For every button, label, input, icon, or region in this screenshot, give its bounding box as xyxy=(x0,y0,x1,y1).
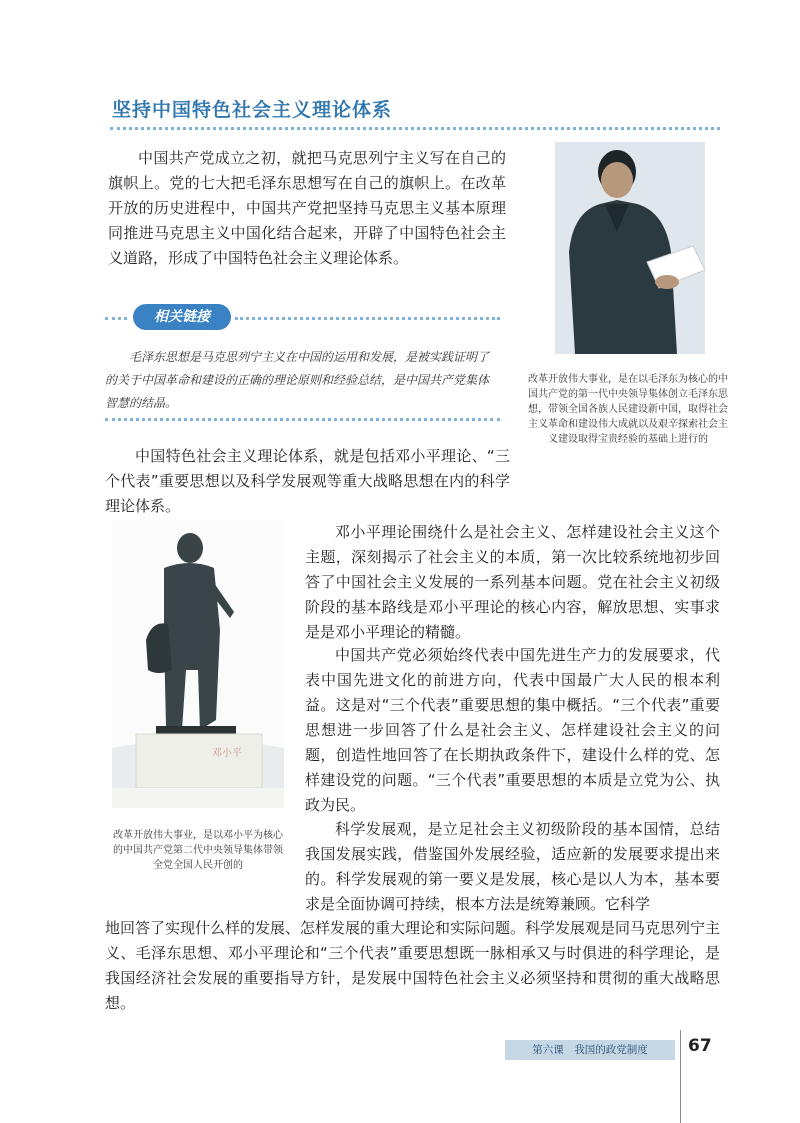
title-dotted-divider xyxy=(110,127,720,130)
deng-statue-photo xyxy=(112,520,284,808)
related-link-tag: 相关链接 xyxy=(133,304,231,330)
related-link-box xyxy=(105,302,505,432)
paragraph-intro: 中国共产党成立之初，就把马克思列宁主义写在自己的旗帜上。党的七大把毛泽东思想写在自己的旗帜上。在改革开放的历史进程中，中国共产党把坚持马克思主义基本原理同推进马克思主义中国化结合起来，开辟了中国特色社会主义道路，形成了中国特色社会主义理论体系。 xyxy=(108,149,506,267)
paragraph-scientific-development-part2: 地回答了实现什么样的发展、怎样发展的重大理论和实际问题。科学发展观是同马克思列宁主义、毛泽东思想、邓小平理论和“三个代表”重要思想既一脉相承又与时俱进的科学理论，是我国经济社会发展的重要指导方针，是发展中国特色社会主义必须坚持和贯彻的重大战略思想。 xyxy=(105,919,721,1012)
paragraph-deng-theory: 邓小平理论围绕什么是社会主义、怎样建设社会主义这个主题，深刻揭示了社会主义的本质，第一次比较系统地初步回答了中国社会主义发展的一系列基本问题。党在社会主义初级阶段的基本路线是邓小平理论的核心内容，解放思想、实事求是是邓小平理论的精髓。 xyxy=(305,523,720,641)
paragraph-three-represents: 中国共产党必须始终代表中国先进生产力的发展要求，代表中国先进文化的前进方向，代表中国最广大人民的根本利益。这是对“三个代表”重要思想的集中概括。“三个代表”重要思想进一步回答了什么是社会主义、怎样建设社会主义的问题，创造性地回答了在长期执政条件下，建设什么样的党、怎样建设党的问题。“三个代表”重要思想的本质是立党为公、执政为民。 xyxy=(305,646,720,814)
deng-photo-caption: 改革开放伟大事业，是以邓小平为核心的中国共产党第二代中央领导集体带领全党全国人民开创的 xyxy=(113,830,283,871)
related-link-dots-right xyxy=(235,317,500,320)
related-link-dots-left xyxy=(105,317,127,320)
mao-photo xyxy=(555,142,705,354)
paragraph-theory-system: 中国特色社会主义理论体系，就是包括邓小平理论、“三个代表”重要思想以及科学发展观等重大战略思想在内的科学理论体系。 xyxy=(105,447,510,515)
related-link-dots-bottom xyxy=(105,418,500,421)
paragraph-scientific-development-part1: 科学发展观，是立足社会主义初级阶段的基本国情，总结我国发展实践，借鉴国外发展经验，适应新的发展要求提出来的。科学发展观的第一要义是发展，核心是以人为本，基本要求是全面协调可持续，根本方法是统筹兼顾。它科学 xyxy=(305,820,720,913)
mao-figure-illustration xyxy=(555,142,705,354)
footer-vertical-rule xyxy=(680,1030,681,1123)
related-link-text: 毛泽东思想是马克思列宁主义在中国的运用和发展，是被实践证明了的关于中国革命和建设的正确的理论原则和经验总结，是中国共产党集体智慧的结晶。 xyxy=(105,350,490,410)
page-number: 67 xyxy=(688,1036,712,1056)
deng-statue-illustration xyxy=(112,520,284,808)
footer-lesson-title: 第六课 我国的政党制度 xyxy=(532,1044,648,1056)
mao-photo-caption: 改革开放伟大事业，是在以毛泽东为核心的中国共产党的第一代中央领导集体创立毛泽东思想，带领全国各族人民建设新中国，取得社会主义革命和建设伟大成就以及艰辛探索社会主义建设取得宝贵经验的基础上进行的 xyxy=(528,374,728,445)
svg-text:邓小平: 邓小平 xyxy=(212,748,242,759)
section-title: 坚持中国特色社会主义理论体系 xyxy=(112,99,393,121)
footer-lesson-bar xyxy=(505,1040,675,1060)
